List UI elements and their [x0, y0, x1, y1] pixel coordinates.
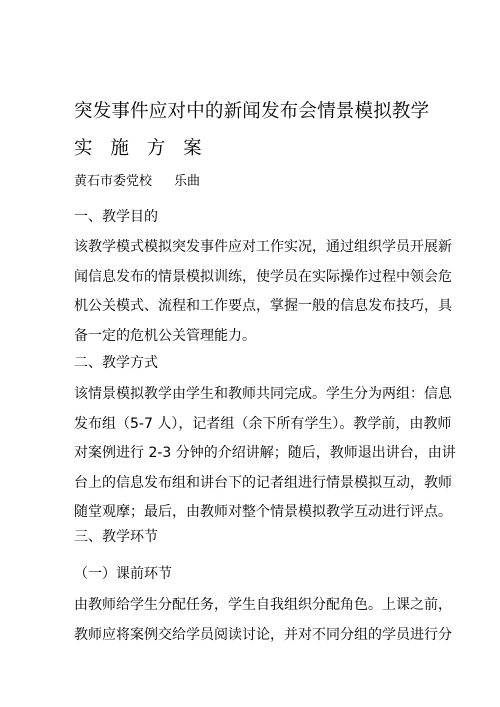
subsection-heading-pre-class: （一）课前环节 [74, 566, 172, 582]
document-title: 突发事件应对中的新闻发布会情景模拟教学 [74, 101, 430, 122]
paragraph-line: 备一定的危机公关管理能力。 [74, 327, 256, 344]
author-organization: 黄石市委党校 [74, 174, 153, 189]
section-heading-purpose: 一、教学目的 [74, 209, 158, 225]
section-paragraph-pre-class [74, 591, 452, 650]
paragraph-line: 台上的信息发布组和讲台下的记者组进行情景模拟互动，教师 [74, 474, 452, 491]
author-line [74, 170, 200, 189]
paragraph-line: 对案例进行 2-3 分钟的介绍讲解；随后，教师退出讲台，由讲 [74, 445, 456, 461]
paragraph-line: 闻信息发布的情景模拟训练，使学员在实际操作过程中领会危 [74, 268, 452, 285]
section-paragraph-method [74, 380, 456, 528]
paragraph-line: 该情景模拟教学由学生和教师共同完成。学生分为两组：信息 [74, 386, 452, 402]
paragraph-line: 教师应将案例交给学员阅读讨论，并对不同分组的学员进行分 [74, 626, 452, 643]
paragraph-line: 该教学模式模拟突发事件应对工作实况，通过组织学员开展新 [74, 239, 452, 255]
document-subtitle: 实 施 方 案 [74, 138, 208, 159]
paragraph-line: 随堂观摩；最后，由教师对整个情景模拟教学互动进行评点。 [74, 504, 452, 520]
author-name: 乐曲 [174, 174, 201, 189]
paragraph-line: 由教师给学生分配任务，学生自我组织分配角色。上课之前， [74, 597, 452, 613]
section-heading-steps: 三、教学环节 [74, 529, 158, 545]
section-paragraph-purpose [74, 233, 452, 351]
section-heading-method: 二、教学方式 [74, 355, 158, 371]
paragraph-line: 发布组（5-7 人），记者组（余下所有学生）。教学前，由教师 [74, 415, 452, 432]
paragraph-line: 机公关模式、流程和工作要点，掌握一般的信息发布技巧，具 [74, 298, 452, 314]
